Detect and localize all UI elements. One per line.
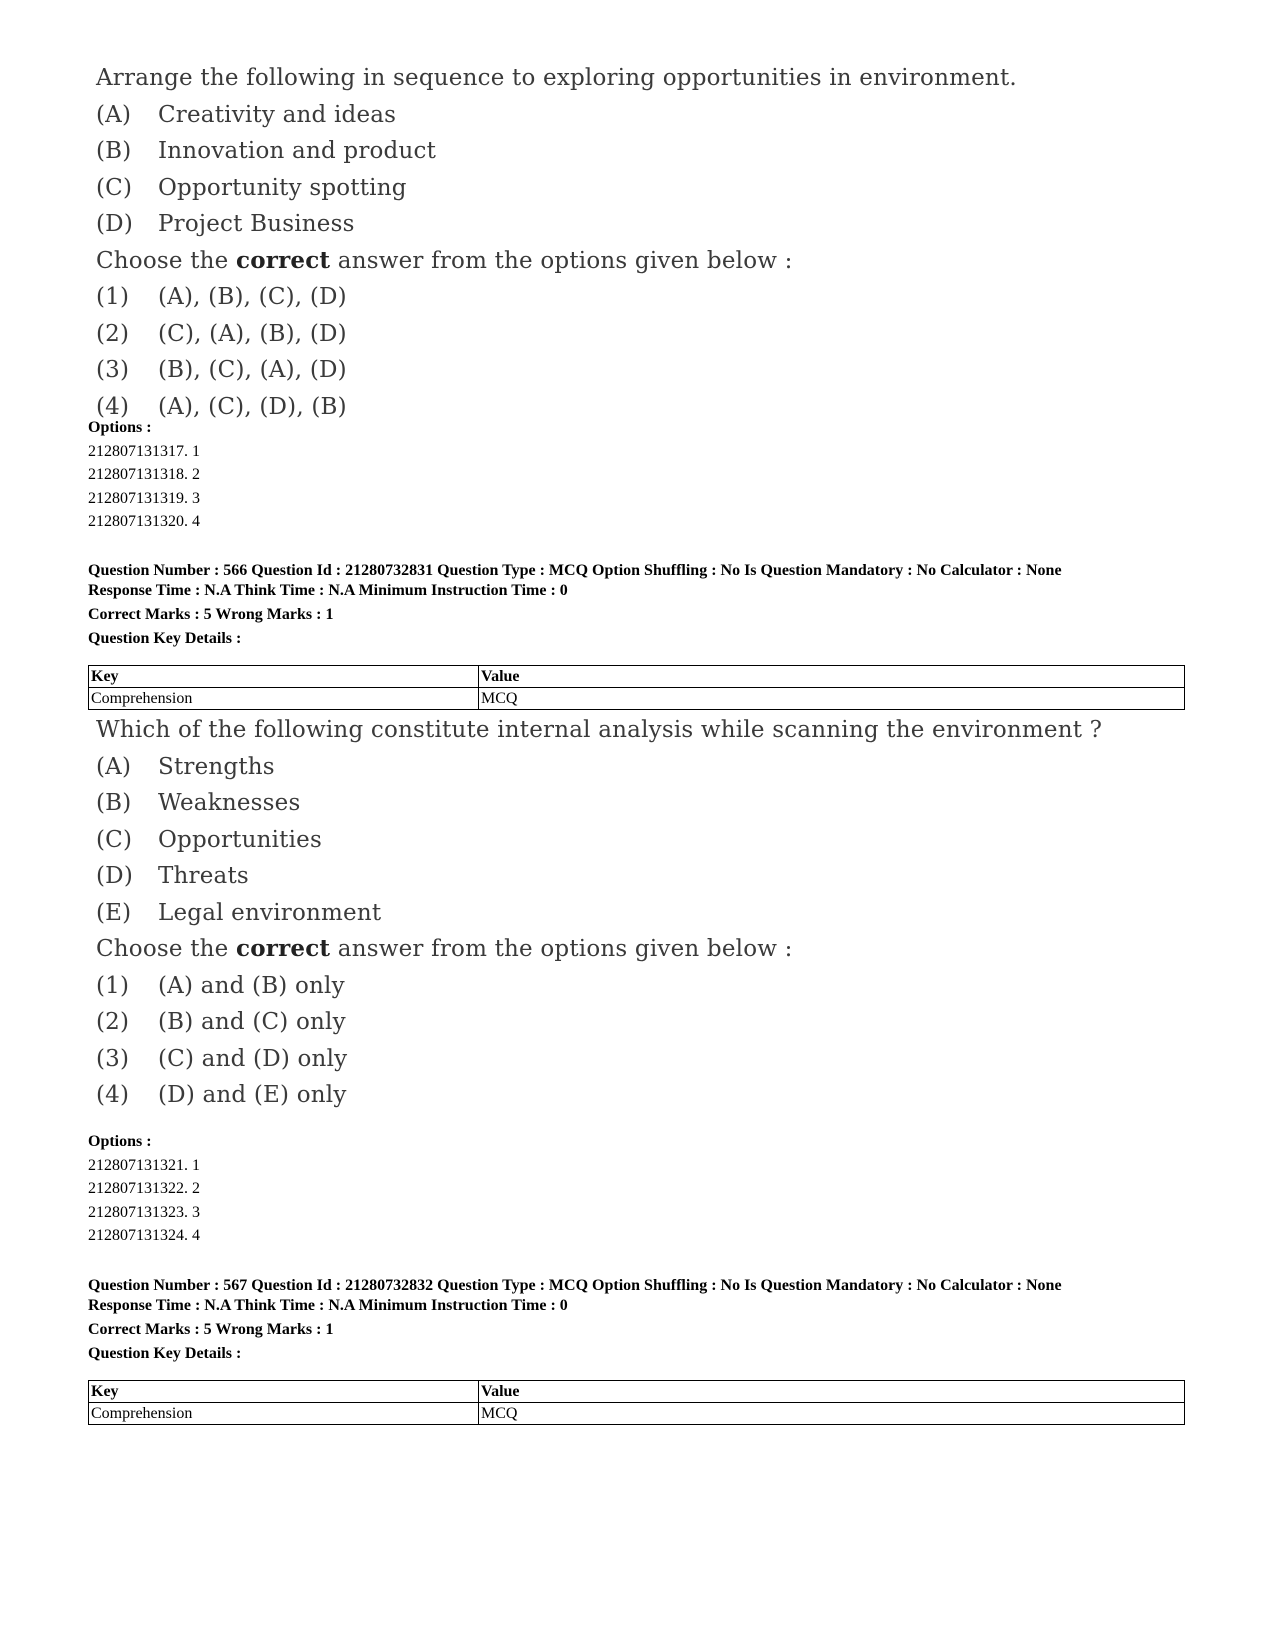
value-cell: MCQ [479,688,1185,710]
question-meta-line: Question Number : 567 Question Id : 21280732832 Question Type : MCQ Option Shuffling : No Is Question Mandatory : No Calculator : None [88,1277,1062,1294]
option-id: 212807131319. 3 [88,489,200,507]
answer-choice: (3) (C) and (D) only [96,1045,348,1072]
option-id: 212807131317. 1 [88,442,200,460]
question-item: (B) Innovation and product [96,138,437,164]
question-item: (C) Opportunity spotting [96,174,407,201]
table-header-row [89,666,1185,688]
table-row [89,688,1185,710]
question-item: (E) Legal environment [96,899,382,926]
question-timing-line: Response Time : N.A Think Time : N.A Minimum Instruction Time : 0 [88,582,568,599]
question-marks-line: Correct Marks : 5 Wrong Marks : 1 [88,606,334,623]
question-stem: Arrange the following in sequence to exploring opportunities in environment. [96,65,1017,91]
choose-instruction: Choose the correct answer from the options given below : [96,246,793,274]
question-header-566 [88,561,1198,649]
question-stem: Which of the following constitute internal analysis while scanning the environment ? [96,717,1103,743]
question-image-565 [96,60,1017,425]
question-item: (C) Opportunities [96,826,322,853]
answer-choice: (2) (C), (A), (B), (D) [96,320,347,347]
question-key-table-566 [88,665,1185,710]
question-meta-line: Question Number : 566 Question Id : 21280732831 Question Type : MCQ Option Shuffling : No Is Question Mandatory : No Calculator : None [88,562,1062,579]
option-id: 212807131324. 4 [88,1227,200,1244]
question-item: (D) Threats [96,863,249,889]
option-id: 212807131320. 4 [88,513,200,530]
question-item: (D) Project Business [96,211,355,237]
table-header-row [89,1381,1185,1403]
question-image-566 [96,712,1102,1114]
answer-choice: (2) (B) and (C) only [96,1009,346,1035]
option-id: 212807131321. 1 [88,1156,200,1174]
value-cell: MCQ [479,1403,1185,1425]
question-marks-line: Correct Marks : 5 Wrong Marks : 1 [88,1321,334,1338]
value-header: Value [479,1381,1185,1403]
options-title: Options : [88,1133,152,1150]
question-key-details-label: Question Key Details : [88,1345,242,1362]
answer-choice: (1) (A) and (B) only [96,972,345,999]
choose-instruction: Choose the correct answer from the options given below : [96,935,793,962]
answer-choice: (4) (A), (C), (D), (B) [96,393,347,420]
key-cell: Comprehension [89,688,479,710]
table-row [89,1403,1185,1425]
key-header: Key [89,666,479,688]
question-key-table-567 [88,1380,1185,1425]
option-id: 212807131322. 2 [88,1180,200,1197]
answer-choice: (1) (A), (B), (C), (D) [96,284,347,310]
option-id: 212807131323. 3 [88,1203,200,1221]
question-item: (B) Weaknesses [96,790,301,816]
options-list-566 [88,1130,1188,1248]
value-header: Value [479,666,1185,688]
question-timing-line: Response Time : N.A Think Time : N.A Minimum Instruction Time : 0 [88,1297,568,1314]
options-title: Options : [88,419,152,436]
key-cell: Comprehension [89,1403,479,1425]
question-header-567 [88,1276,1198,1364]
option-id: 212807131318. 2 [88,466,200,483]
key-header: Key [89,1381,479,1403]
answer-choice: (4) (D) and (E) only [96,1082,347,1108]
answer-choice: (3) (B), (C), (A), (D) [96,357,347,383]
options-list-565 [88,416,1188,534]
question-item: (A) Strengths [96,753,275,780]
question-key-details-label: Question Key Details : [88,630,242,647]
question-item: (A) Creativity and ideas [96,101,397,128]
